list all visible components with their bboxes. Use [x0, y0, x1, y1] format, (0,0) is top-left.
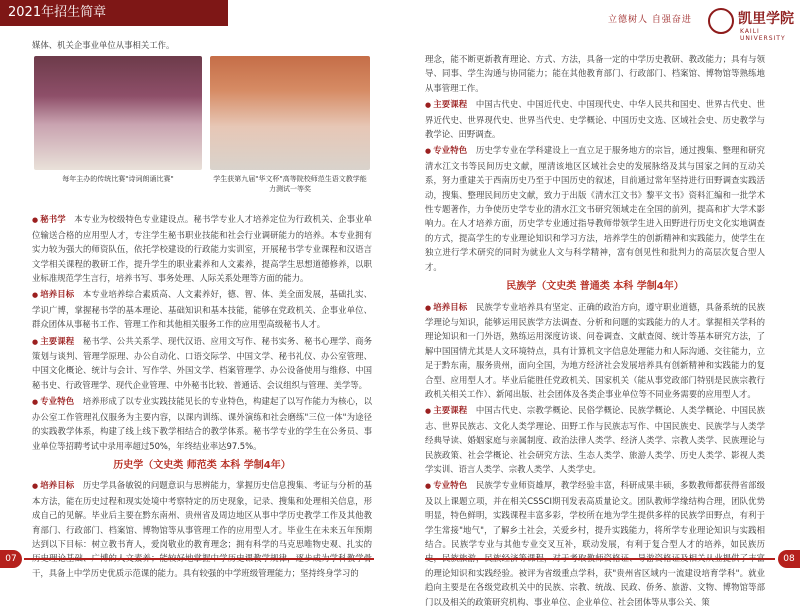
photo1-caption: 每年主办的传统比赛"诗词朗诵比赛"	[62, 175, 174, 184]
section-label: ● 专业特色	[425, 480, 467, 490]
section-text: 本专业为校级特色专业建设点。秘书学专业人才培养定位为行政机关、企事业单位输送合格的应用型人才，专注学生秘书职业技能和社会行业调研能力的培养。本专业拥有实力较为强大的师资队伍，依托学校建设的行政能力实训室，开展秘书学专业课程和汉语言文学相关课程的教研工作，提升学生的职业素养和人文素养，提高学生思想道德修养，以职业标准规范学生言行，培养书写、事务处理、人际关系处理等方面的能力。	[32, 214, 373, 284]
section-label: ● 主要课程	[425, 99, 467, 109]
left-intro: 媒体、机关企事业单位从事相关工作。	[32, 40, 175, 50]
ethnology-major-title: 民族学（文史类 普通类 本科 学制4年）	[506, 281, 684, 293]
photo-row	[32, 56, 372, 206]
left-column	[32, 38, 372, 582]
section-label: ● 专业特色	[32, 396, 74, 406]
section-text: 民族学专业培养具有坚定、正确的政治方向，遵守职业道德，具备系统的民族学理论与知识，能够运用民族学方法调查、分析和问题的实践能力的人才。掌握相关学科的理论知识和一门外语，熟练运用深度访谈、问卷调查、文献查阅、统计等基本研究方法，了解中国国情尤其是人文环境特点，具有计算机文字信息处理能力和人际沟通、交往能力，立足于黔东南，服务贵州，面向全国，为地方经济社会发展培养具有创新精神和实践能力的复合型、应用型人才。毕业后能胜任党政机关、国家机关（能从事党政部门特别是民族宗教行政机关相关工作）、新闻出版、社会团体及各类企事业单位等不同业务需要的应用型人才。	[425, 301, 766, 399]
ethnology-feature-section	[425, 478, 765, 609]
training-goal-section	[32, 287, 372, 331]
secretary-section	[32, 212, 372, 285]
history-courses-section	[425, 97, 765, 141]
main-courses-section	[32, 334, 372, 393]
section-label: ● 培养目标	[32, 480, 74, 490]
section-text: 秘书学、公共关系学、现代汉语、应用文写作、秘书实务、秘书心理学、商务策划与谈判、管理学原理、办公自动化、口语交际学、中国文学、秘书礼仪、办公室管理、中国文化概论、统计与会计、写作学、外国文学、档案管理学、办公设备使用与维修、中国秘书史、行政管理学、现代企业管理、中外秘书比较、普通话、会议组织与管理、美学等。	[32, 335, 373, 390]
logo-name: 凯里学院	[738, 11, 794, 27]
section-text: 培养形成了以专业实践技能见长的专业特色，构建起了以写作能力为核心，以办公室工作管理礼仪服务为主要内容，以课内训练、课外演练和社会磨练"三位一体"为途径的实践教学体系，构建了线上线下教学相结合的教学体系。秘书学专业的学生在公务员、事业单位等招聘考试中录用率超过50%，年终结业率达97.5%。	[32, 396, 373, 451]
footer-rule-right	[425, 558, 775, 560]
year-title: 2021年招生简章	[0, 0, 228, 26]
section-label: ● 主要课程	[425, 405, 467, 415]
section-label: ● 主要课程	[32, 336, 74, 346]
section-label: ● 秘书学	[32, 214, 66, 224]
section-text: 民族学专业师资雄厚，教学经验丰富，科研成果丰硕，多数教师都获得省部级及以上课题立项，并在相关CSSCI期刊发表高质量论文。团队教师学缘结构合理，团队优势明显，特色鲜明，实践课程丰富多彩，学校所在地为学生提供多样的民族学田野点，有利于学生常接"地气"，了解乡土社会，关爱乡村，提升实践能力，将所学专业理论知识与实践相结合。民族学专业与其他专业交叉互补，联动发展，有利于复合型人才的培养，如民族历 的理论知识和实践经验。被评为省级重点学科，获"贵州省区域内一流建设培育学科"。就业趋向主要是在各级党政机关中的民族、宗教、统战、民政、侨务、旅游、文物、博物馆等部门以及相关的政策研究机构、事业单位、企业单位、社会团体等从事公关、策	[425, 480, 766, 607]
ethnology-courses-section	[425, 403, 765, 476]
feature-section	[32, 394, 372, 453]
university-logo	[708, 6, 800, 40]
slogan: 立德树人 自强奋进	[608, 15, 692, 25]
page-number-right: 08	[778, 550, 800, 568]
right-intro: 理念，能不断更新教育理论、方式、方法，具备一定的中学历史教研、教改能力；具有与领导、同事、学生沟通与协同能力；能在其他教育部门、行政部门、档案馆、博物馆等熟练地从事管理工作。	[425, 54, 765, 93]
section-text: 中国古代史、宗教学概论、民俗学概论、民族学概论、人类学概论、中国民族志、世界民族志、文化人类学理论、田野工作与民族志写作、中国民族史、民族学与人类学经典导读、婚姻家庭与亲属制度、政治法律人类学、经济人类学、宗教人类学、民族理论与民族政策、社会学概论、社会研究方法、生态人类学、旅游人类学、历史人类学、影视人类学实训、语言人类学、宗教人类学、人类学史。	[425, 405, 766, 474]
history-goal-section	[32, 478, 372, 580]
emblem-icon	[708, 8, 734, 34]
history-major-title: 历史学（文史类 师范类 本科 学制4年）	[113, 459, 291, 471]
section-text: 本专业培养综合素质高、人文素养好，德、智、体、美全面发展，基础扎实、学识广博，掌握秘书学的基本理论、基础知识和基本技能，能够在党政机关、企事业单位、群众团体从事秘书工作、管理工作和其他相关服务工作的应用型高级秘书人才。	[32, 289, 373, 330]
history-feature-section	[425, 143, 765, 274]
footer-rule-left	[24, 558, 374, 560]
section-label: ● 培养目标	[32, 289, 74, 299]
section-label: ● 专业特色	[425, 145, 467, 155]
right-column	[425, 52, 765, 611]
top-header	[0, 0, 800, 42]
photo2-caption: 学生获第九届"华文杯"高等院校师范生语文教学能力测试一等奖	[213, 175, 367, 194]
recitation-photo	[34, 56, 202, 170]
ethnology-goal-section	[425, 300, 765, 402]
logo-sub: KAILI UNIVERSITY	[740, 28, 786, 42]
section-text: 历史学专业在学科建设上一直立足于服务地方的宗旨，通过搜集、整理和研究清水江文书等民间历史文献，厘清该地区区域社会史的发展脉络及其与国家之间的互动关系，努力重建关于西南历史乃至于中国历史的叙述，目前通过常年坚持进行田野调查实践活动，搜集、整理民间历史文献，致力于出版《清水江文书》黎平文书》资料汇编和一批学术性专题著作，力争使历史学专业的清水江文书研究领域走在全国的前列，提高和扩大学术影响力。在人才培养方面，历史学专业通过指导教师带领学生进入田野进行历史文化实地调查的方式，提高学生的专业理论知识和学习方法，培养学生的创新精神和实践能力，使学生在独立进行学术研究的同时为就业人文与科学精神，富有创见性和批判力的高层次复合型人才。	[425, 145, 766, 272]
section-text: 历史学具备敏锐的问题意识与思辨能力，掌握历史信息搜集、考证与分析的基本方法，能在历史过程和现实处境中考察特定的历史现象，记录、搜集和处理相关信息，形成自己的见解。毕业后主要在黔东南州、贵州省及周边地区从事中学历史教学工作及其他教育部门、行政部门、档案馆、博物馆等从事管理工作的应用型人才。毕业生在未来五年预期达到以下目标：树立教书育人，爱岗敬业的教育理念；拥有科学的马克思唯物史观、扎实的 干，具备上中学历史优质示范课的能力。具有较强的中学班级管理能力；坚持终身学习的	[32, 480, 373, 578]
page-number-left: 07	[0, 550, 22, 568]
award-photo	[210, 56, 370, 170]
section-label: ● 培养目标	[425, 302, 467, 312]
section-text: 中国古代史、中国近代史、中国现代史、中华人民共和国史、世界古代史、世界近代史、世界现代史、世界当代史、史学概论、中国历史文选、区域社会史、历史教学与教学论、田野调查。	[425, 99, 766, 140]
